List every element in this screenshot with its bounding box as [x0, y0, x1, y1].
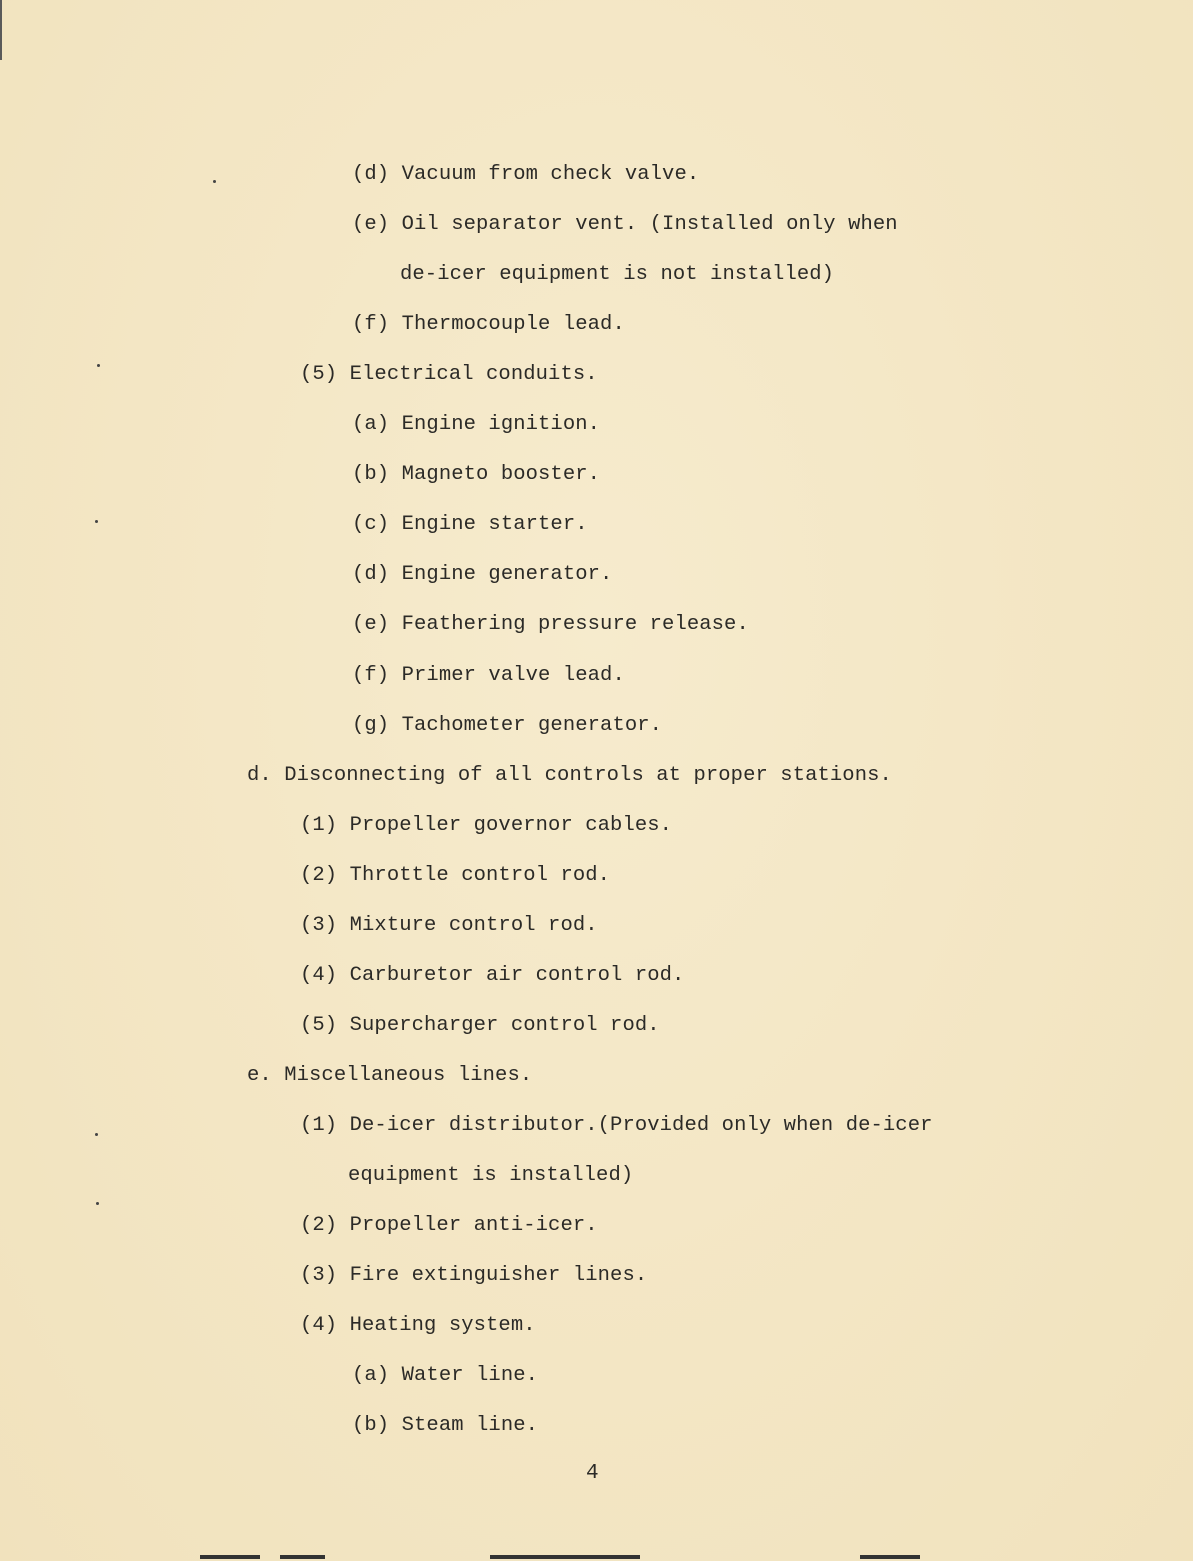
outline-item: (3) Fire extinguisher lines.: [300, 1264, 648, 1288]
scan-edge-mark: [860, 1555, 920, 1559]
outline-item: (a) Engine ignition.: [352, 413, 601, 437]
scan-edge-mark: [280, 1555, 325, 1559]
outline-item: (1) Propeller governor cables.: [300, 813, 673, 837]
scan-edge-mark: [200, 1555, 260, 1559]
outline-item: d. Disconnecting of all controls at proper stations.: [247, 763, 892, 787]
scan-speck: [213, 180, 216, 183]
outline-item: (e) Oil separator vent. (Installed only when: [352, 213, 898, 237]
outline-item: (f) Thermocouple lead.: [352, 313, 625, 337]
outline-item: (5) Electrical conduits.: [300, 363, 598, 387]
scan-speck: [96, 1202, 99, 1205]
scan-speck: [95, 520, 98, 523]
outline-item: (a) Water line.: [352, 1364, 539, 1388]
outline-item: (e) Feathering pressure release.: [352, 613, 749, 637]
outline-item: e. Miscellaneous lines.: [247, 1063, 533, 1087]
outline-item: (g) Tachometer generator.: [352, 713, 663, 737]
outline-item: (4) Heating system.: [300, 1314, 536, 1338]
outline-item-continuation: equipment is installed): [348, 1164, 634, 1187]
outline-item: (b) Magneto booster.: [352, 463, 601, 487]
outline-item: (5) Supercharger control rod.: [300, 1013, 660, 1037]
outline-item: (2) Propeller anti-icer.: [300, 1214, 598, 1238]
outline-item: (d) Vacuum from check valve.: [352, 163, 700, 186]
scan-edge-mark: [490, 1555, 640, 1559]
scan-speck: [97, 364, 100, 367]
outline-item: (d) Engine generator.: [352, 563, 613, 587]
scan-edge: [0, 0, 2, 60]
page-number: 4: [586, 1462, 599, 1485]
scan-speck: [95, 1133, 98, 1136]
outline-item: (f) Primer valve lead.: [352, 663, 625, 687]
outline-item: (2) Throttle control rod.: [300, 863, 611, 887]
outline-item: (c) Engine starter.: [352, 513, 588, 537]
outline-item: (4) Carburetor air control rod.: [300, 963, 685, 987]
outline-item-continuation: de-icer equipment is not installed): [400, 263, 835, 287]
outline-item: (b) Steam line.: [352, 1414, 539, 1438]
outline-item: (3) Mixture control rod.: [300, 913, 598, 937]
outline-item: (1) De-icer distributor.(Provided only when de-icer: [300, 1113, 933, 1137]
